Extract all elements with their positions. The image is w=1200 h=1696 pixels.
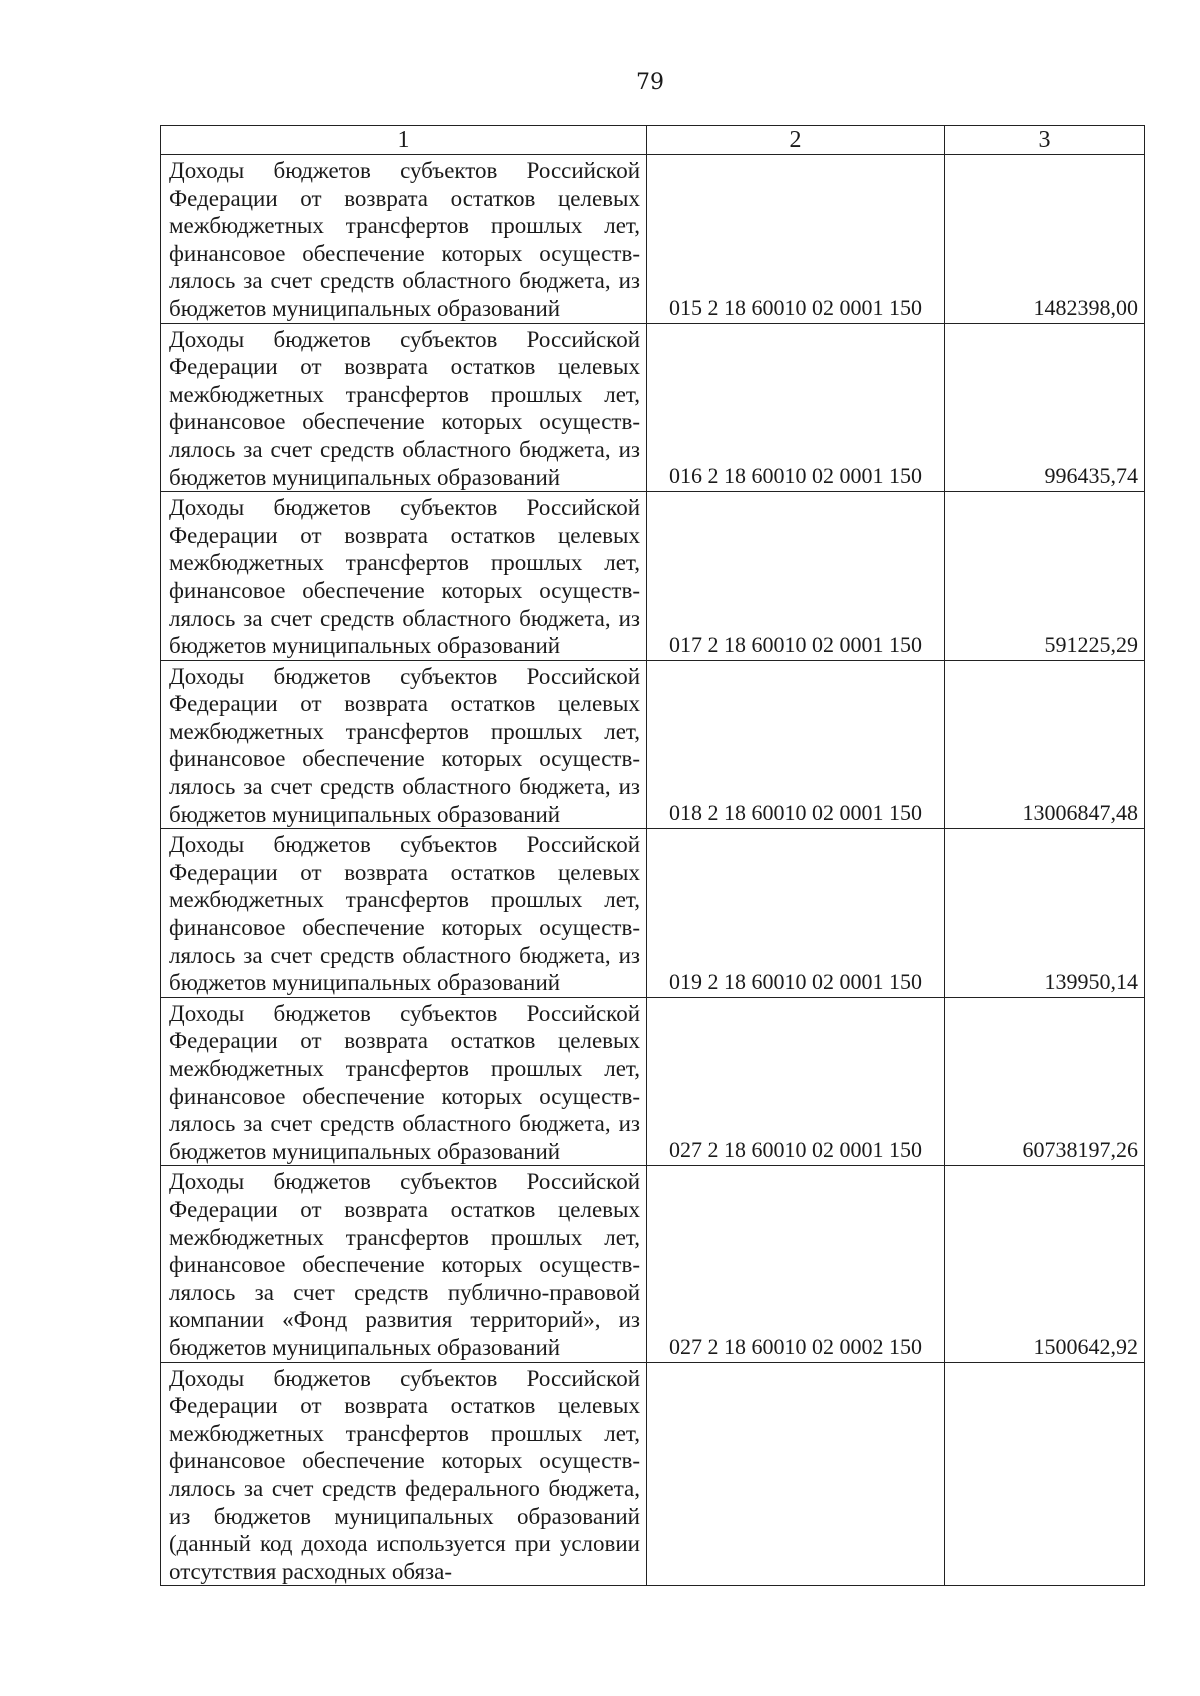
budget-code: 019 2 18 60010 02 0001 150 xyxy=(647,829,945,998)
header-row xyxy=(161,126,1145,155)
income-description: Доходы бюджетов субъектов Российской Федерации от возврата остатков целевых межбюджетных трансфертов прошлых лет, финансовое обеспечение которых осуществлялось за счет средств областного бюджета, из бюджетов муниципальных образований xyxy=(161,660,647,829)
table-row xyxy=(161,155,1145,324)
amount: 591225,29 xyxy=(945,492,1145,661)
budget-code: 018 2 18 60010 02 0001 150 xyxy=(647,660,945,829)
column-header-2: 2 xyxy=(647,126,945,155)
table-row xyxy=(161,323,1145,492)
budget-code: 017 2 18 60010 02 0001 150 xyxy=(647,492,945,661)
budget-code: 027 2 18 60010 02 0002 150 xyxy=(647,1166,945,1362)
table-row xyxy=(161,1362,1145,1586)
page-number: 79 xyxy=(636,70,664,95)
income-description: Доходы бюджетов субъектов Российской Федерации от возврата остатков целевых межбюджетных трансфертов прошлых лет, финансовое обеспечение которых осуществлялось за счет средств областного бюджета, из бюджетов муниципальных образований xyxy=(161,997,647,1166)
table-row xyxy=(161,1166,1145,1362)
table-row xyxy=(161,660,1145,829)
income-description: Доходы бюджетов субъектов Российской Федерации от возврата остатков целевых межбюджетных трансфертов прошлых лет, финансовое обеспечение которых осуществлялось за счет средств областного бюджета, из бюджетов муниципальных образований xyxy=(161,829,647,998)
amount: 1500642,92 xyxy=(945,1166,1145,1362)
budget-table xyxy=(160,125,1145,1586)
amount: 13006847,48 xyxy=(945,660,1145,829)
income-description: Доходы бюджетов субъектов Российской Федерации от возврата остатков целевых межбюджетных трансфертов прошлых лет, финансовое обеспечение которых осуществлялось за счет средств публично-правовой компании «Фонд развития территорий», из бюджетов муниципальных образований xyxy=(161,1166,647,1362)
budget-code xyxy=(647,1362,945,1586)
table-row xyxy=(161,492,1145,661)
amount: 60738197,26 xyxy=(945,997,1145,1166)
income-description: Доходы бюджетов субъектов Российской Федерации от возврата остатков целевых межбюджетных трансфертов прошлых лет, финансовое обеспечение которых осуществлялось за счет средств областного бюджета, из бюджетов муниципальных образований xyxy=(161,155,647,324)
budget-code: 015 2 18 60010 02 0001 150 xyxy=(647,155,945,324)
amount: 1482398,00 xyxy=(945,155,1145,324)
table-row xyxy=(161,997,1145,1166)
amount: 139950,14 xyxy=(945,829,1145,998)
amount xyxy=(945,1362,1145,1586)
amount: 996435,74 xyxy=(945,323,1145,492)
column-header-3: 3 xyxy=(945,126,1145,155)
column-header-1: 1 xyxy=(161,126,647,155)
budget-code: 016 2 18 60010 02 0001 150 xyxy=(647,323,945,492)
income-description: Доходы бюджетов субъектов Российской Федерации от возврата остатков целевых межбюджетных трансфертов прошлых лет, финансовое обеспечение которых осуществлялось за счет средств федерального бюджета, из бюджетов муниципальных образований (данный код дохода используется при условии отсутствия расходных обяза- xyxy=(161,1362,647,1586)
income-description: Доходы бюджетов субъектов Российской Федерации от возврата остатков целевых межбюджетных трансфертов прошлых лет, финансовое обеспечение которых осуществлялось за счет средств областного бюджета, из бюджетов муниципальных образований xyxy=(161,492,647,661)
income-description: Доходы бюджетов субъектов Российской Федерации от возврата остатков целевых межбюджетных трансфертов прошлых лет, финансовое обеспечение которых осуществлялось за счет средств областного бюджета, из бюджетов муниципальных образований xyxy=(161,323,647,492)
table-row xyxy=(161,829,1145,998)
budget-code: 027 2 18 60010 02 0001 150 xyxy=(647,997,945,1166)
